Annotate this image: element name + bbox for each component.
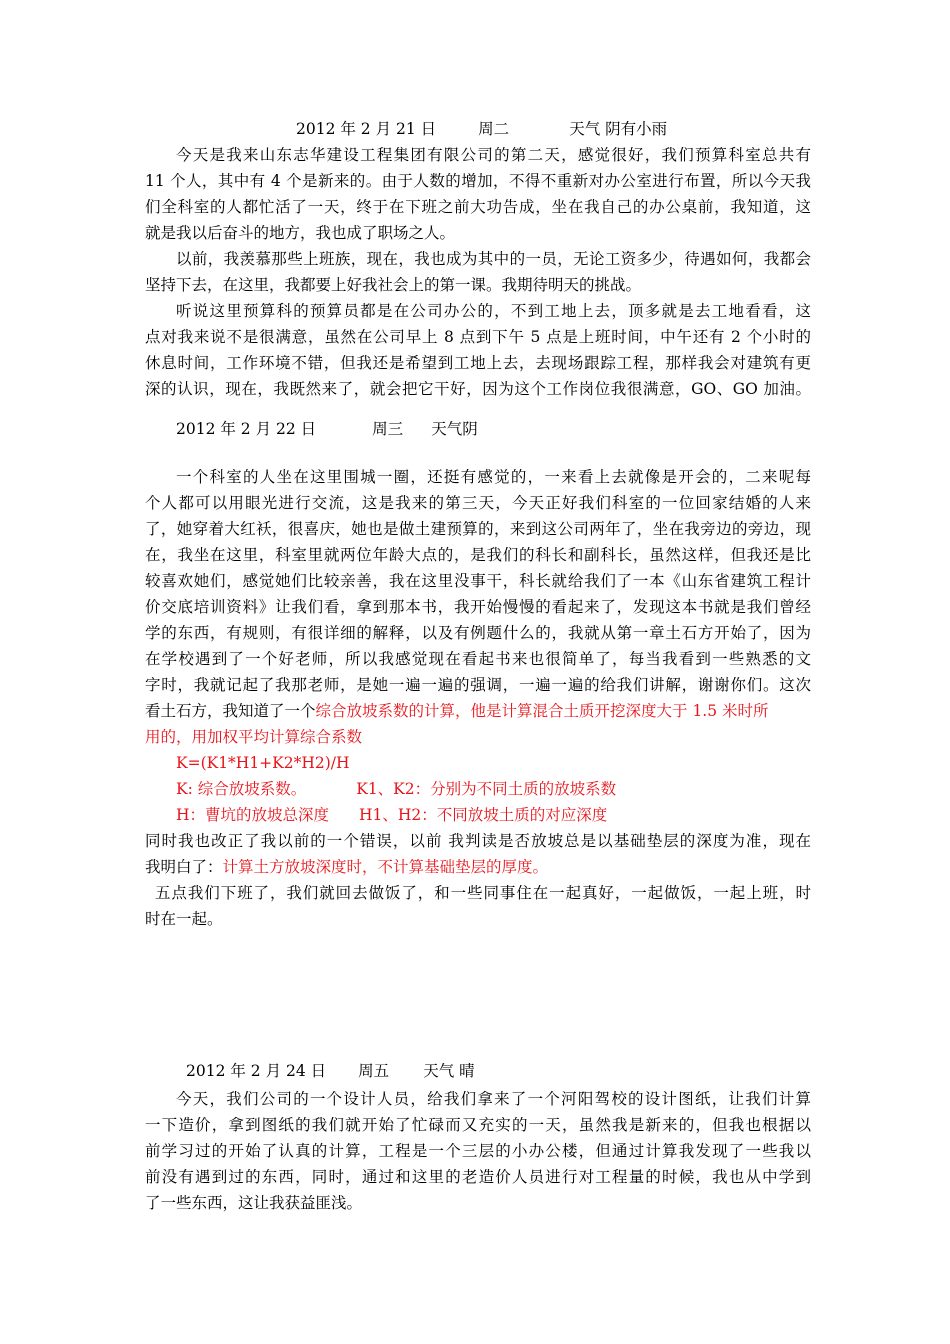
entry2-line11-red: 用的，用加权平均计算综合系数 xyxy=(145,728,363,746)
entry3-line: 一下造价，拿到图纸的我们就开始了忙碌而又充实的一天，虽然我是新来的，但我也根据以 xyxy=(145,1116,811,1134)
entry2-line-mixed xyxy=(145,698,811,724)
formula: K=(K1*H1+K2*H2)/H xyxy=(176,754,350,772)
entry2-line: 时在一起。 xyxy=(145,910,223,928)
entry1-line: 11 个人，其中有 4 个是新来的。由于人数的增加，不得不重新对办公室进行布置，所以今天我 xyxy=(145,172,811,190)
entry2-line: 字时，我就记起了我那老师，是她一遍一遍的强调，一遍一遍的给我们讲解，谢谢你们。这次 xyxy=(145,676,811,694)
entry2-line: 在，我坐在这里，科室里就两位年龄大点的，是我们的科长和副科长，虽然这样，但我还是比 xyxy=(145,546,811,564)
entry2-weather: 天气阴 xyxy=(431,420,478,438)
entry2-line10-black: 看土石方，我知道了一个 xyxy=(145,702,316,720)
entry2-line: 个人都可以用眼光进行交流，这是我来的第三天，今天正好我们科室的一位回家结婚的人来 xyxy=(145,494,811,512)
entry2-line: 在学校遇到了一个好老师，所以我感觉现在看起书来也很简单了，每当我看到一些熟悉的文 xyxy=(145,650,811,668)
entry2-line-mixed xyxy=(145,854,811,880)
entry2-line: 同时我也改正了我以前的一个错误，以前 我判读是否放坡总是以基础垫层的深度为准，现在 xyxy=(145,832,811,850)
entry2-line17-red: 计算土方放坡深度时，不计算基础垫层的厚度。 xyxy=(222,858,549,876)
definition-k-text: K: 综合放坡系数。 xyxy=(176,780,307,798)
entry1-line: 深的认识，现在，我既然来了，就会把它干好，因为这个工作岗位我很满意，GO、GO 加油。 xyxy=(145,380,811,398)
entry1-line: 们全科室的人都忙活了一天，终于在下班之前大功告成，坐在我自己的办公桌前，我知道，这 xyxy=(145,198,811,216)
entry1-line: 以前，我羡慕那些上班族，现在，我也成为其中的一员，无论工资多少，待遇如何，我都会 xyxy=(176,250,811,268)
entry2-line: 了，她穿着大红袄，很喜庆，她也是做土建预算的，来到这公司两年了，坐在我旁边的旁边，现 xyxy=(145,520,811,538)
entry1-header xyxy=(296,116,696,142)
entry3-header xyxy=(186,1058,586,1084)
entry2-line: 学的东西，有规则，有很详细的解释，以及有例题什么的，我就从第一章土石方开始了，因为 xyxy=(145,624,811,642)
entry3-line: 前没有遇到过的东西，同时，通过和这里的老造价人员进行对工程量的时候，我也从中学到 xyxy=(145,1168,811,1186)
entry3-weather: 天气 晴 xyxy=(423,1062,475,1080)
entry2-line: 五点我们下班了，我们就回去做饭了，和一些同事住在一起真好，一起做饭，一起上班，时 xyxy=(155,884,811,902)
entry3-weekday: 周五 xyxy=(358,1062,390,1080)
entry2-line10-red: 综合放坡系数的计算，他是计算混合土质开挖深度大于 1.5 米时所 xyxy=(315,702,769,720)
definition-h-text: H：曹坑的放坡总深度 xyxy=(176,806,330,824)
entry3-line: 前学习过的开始了认真的计算，工程是一个三层的小办公楼，但通过计算我发现了一些我以 xyxy=(145,1142,811,1160)
entry2-header xyxy=(176,416,576,442)
entry1-weather: 天气 阴有小雨 xyxy=(569,120,668,138)
definition-h xyxy=(176,802,842,828)
entry1-date: 2012 年 2 月 21 日 xyxy=(296,120,437,138)
entry1-weekday: 周二 xyxy=(478,120,510,138)
entry1-line: 休息时间，工作环境不错，但我还是希望到工地上去，去现场跟踪工程，那样我会对建筑有更 xyxy=(145,354,811,372)
entry1-line: 坚持下去，在这里，我都要上好我社会上的第一课。我期待明天的挑战。 xyxy=(145,276,642,294)
entry3-date: 2012 年 2 月 24 日 xyxy=(186,1062,327,1080)
entry1-line: 听说这里预算科的预算员都是在公司办公的，不到工地上去，顶多就是去工地看看，这 xyxy=(176,302,811,320)
definition-k12-text: K1、K2：分别为不同土质的放坡系数 xyxy=(356,780,617,798)
entry1-line: 点对我来说不是很满意，虽然在公司早上 8 点到下午 5 点是上班时间，中午还有 2 个小时的 xyxy=(145,328,811,346)
entry2-line: 一个科室的人坐在这里围城一圈，还挺有感觉的，一来看上去就像是开会的，二来呢每 xyxy=(176,468,811,486)
entry2-line17-black: 我明白了： xyxy=(145,858,223,876)
entry1-line: 今天是我来山东志华建设工程集团有限公司的第二天，感觉很好，我们预算科室总共有 xyxy=(176,146,811,164)
entry3-line: 今天，我们公司的一个设计人员，给我们拿来了一个河阳驾校的设计图纸，让我们计算 xyxy=(176,1090,811,1108)
definition-h12-text: H1、H2：不同放坡土质的对应深度 xyxy=(359,806,608,824)
entry2-line: 价交底培训资料》让我们看，拿到那本书，我开始慢慢的看起来了，发现这本书就是我们曾经 xyxy=(145,598,811,616)
entry2-weekday: 周三 xyxy=(372,420,404,438)
entry3-line: 了一些东西，这让我获益匪浅。 xyxy=(145,1194,363,1212)
definition-k xyxy=(176,776,842,802)
entry2-date: 2012 年 2 月 22 日 xyxy=(176,420,317,438)
entry1-line: 就是我以后奋斗的地方，我也成了职场之人。 xyxy=(145,224,456,242)
entry2-line: 较喜欢她们，感觉她们比较亲善，我在这里没事干，科长就给我们了一本《山东省建筑工程计 xyxy=(145,572,811,590)
